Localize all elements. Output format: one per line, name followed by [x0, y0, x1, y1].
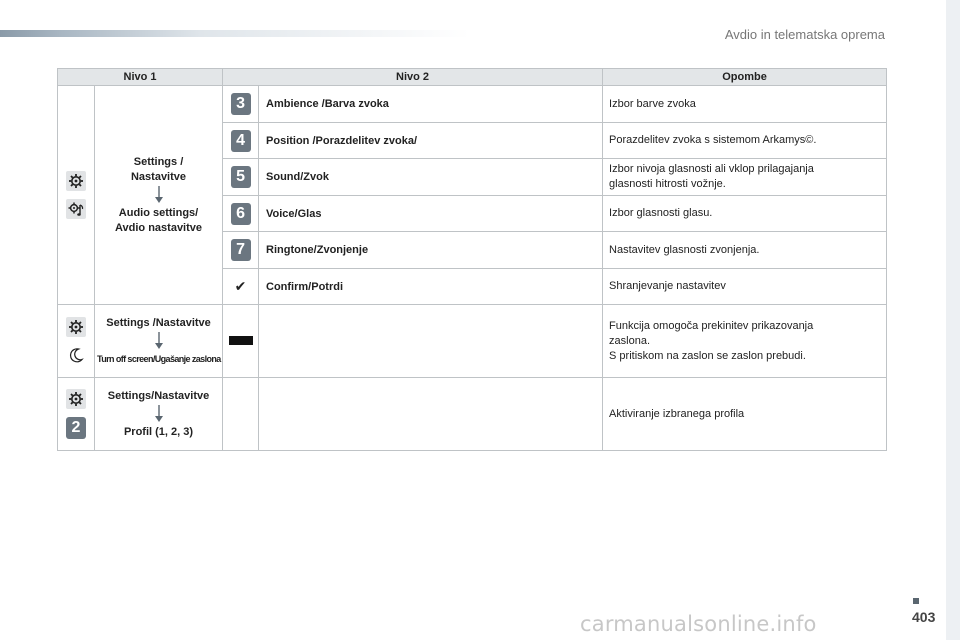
step-badge: 7	[231, 239, 251, 261]
gear-icon	[66, 389, 86, 409]
note-line: S pritiskom na zaslon se zaslon prebudi.	[609, 349, 806, 362]
level2-empty	[259, 378, 603, 451]
section-title: Avdio in telematska oprema	[724, 27, 885, 42]
header-nivo-2: Nivo 2	[223, 69, 603, 86]
level2-ambience[interactable]: Ambience /Barva zvoka	[259, 86, 603, 123]
page-marker	[913, 598, 919, 604]
step-badge: 6	[231, 203, 251, 225]
badge-cell	[223, 269, 259, 305]
note-cell	[603, 86, 887, 123]
note-line: glasnosti hitrosti vožnje.	[609, 178, 726, 190]
note-line: Izbor nivoja glasnosti ali vklop prilagajanja	[609, 163, 814, 175]
step-badge: 3	[231, 93, 251, 115]
group3-level1-path	[95, 378, 223, 451]
table-header-row	[58, 69, 887, 86]
note-line: Izbor barve zvoka	[609, 97, 696, 110]
group1-icon-cell	[58, 86, 95, 305]
level1-audio-line2: Avdio nastavitve	[115, 221, 203, 234]
level1-profile: Profil (1, 2, 3)	[123, 425, 194, 438]
header-opombe: Opombe	[603, 69, 887, 86]
gear-icon	[66, 171, 86, 191]
check-icon: ✔	[234, 277, 247, 294]
table-row	[58, 86, 887, 123]
badge-cell	[223, 86, 259, 123]
badge-cell	[223, 196, 259, 232]
note-line: Nastavitev glasnosti zvonjenja.	[609, 243, 760, 256]
level2-confirm[interactable]: Confirm/Potrdi	[259, 269, 603, 305]
level1-settings: Settings /Nastavitve	[106, 316, 211, 329]
right-margin-stripe	[946, 0, 960, 640]
level2-voice[interactable]: Voice/Glas	[259, 196, 603, 232]
step-badge: 5	[231, 166, 251, 188]
level1-settings-line2: Nastavitve	[130, 170, 187, 183]
level2-empty	[259, 305, 603, 378]
note-line: zaslona.	[609, 334, 651, 347]
badge-cell	[223, 123, 259, 159]
empty-cell	[223, 378, 259, 451]
step-badge: 4	[231, 130, 251, 152]
table-row	[58, 378, 887, 451]
moon-icon	[66, 345, 86, 365]
group1-level1-path	[95, 86, 223, 305]
level1-audio-line1: Audio settings/	[118, 206, 199, 219]
header-accent-bar	[0, 30, 470, 37]
note-cell	[603, 378, 887, 451]
gear-icon	[66, 317, 86, 337]
level1-turn-off-screen: Turn off screen/Ugašanje zaslona	[97, 353, 221, 364]
down-arrow-icon	[154, 332, 164, 350]
note-cell	[603, 305, 887, 378]
group2-icon-cell	[58, 305, 95, 378]
down-arrow-icon	[154, 405, 164, 423]
audio-settings-icon	[66, 199, 86, 219]
page-number: 403	[912, 609, 936, 625]
note-line: Shranjevanje nastavitev	[609, 280, 726, 292]
note-line: Porazdelitev zvoka s sistemom Arkamys©.	[609, 134, 817, 146]
header-nivo-1: Nivo 1	[58, 69, 223, 86]
group2-level1-path	[95, 305, 223, 378]
note-cell	[603, 269, 887, 305]
note-cell	[603, 196, 887, 232]
level2-position[interactable]: Position /Porazdelitev zvoka/	[259, 123, 603, 159]
badge-wrap	[58, 417, 94, 439]
group3-icon-cell	[58, 378, 95, 451]
badge-cell	[223, 159, 259, 196]
note-cell	[603, 232, 887, 269]
level1-settings: Settings/Nastavitve	[107, 389, 210, 402]
level1-settings-line1: Settings /	[133, 155, 184, 168]
settings-table-container	[57, 68, 886, 451]
level2-ringtone[interactable]: Ringtone/Zvonjenje	[259, 232, 603, 269]
screen-icon-cell	[223, 305, 259, 378]
settings-table	[57, 68, 887, 451]
table-row	[58, 305, 887, 378]
screen-off-icon[interactable]	[229, 336, 253, 345]
down-arrow-icon	[154, 186, 164, 204]
level2-sound[interactable]: Sound/Zvok	[259, 159, 603, 196]
badge-cell	[223, 232, 259, 269]
note-line: Izbor glasnosti glasu.	[609, 207, 713, 219]
step-badge: 2	[66, 417, 86, 439]
note-cell	[603, 159, 887, 196]
note-line: Funkcija omogoča prekinitev prikazovanja	[609, 319, 814, 332]
note-cell	[603, 123, 887, 159]
watermark: carmanualsonline.info	[580, 612, 817, 636]
note-line: Aktiviranje izbranega profila	[609, 407, 745, 420]
